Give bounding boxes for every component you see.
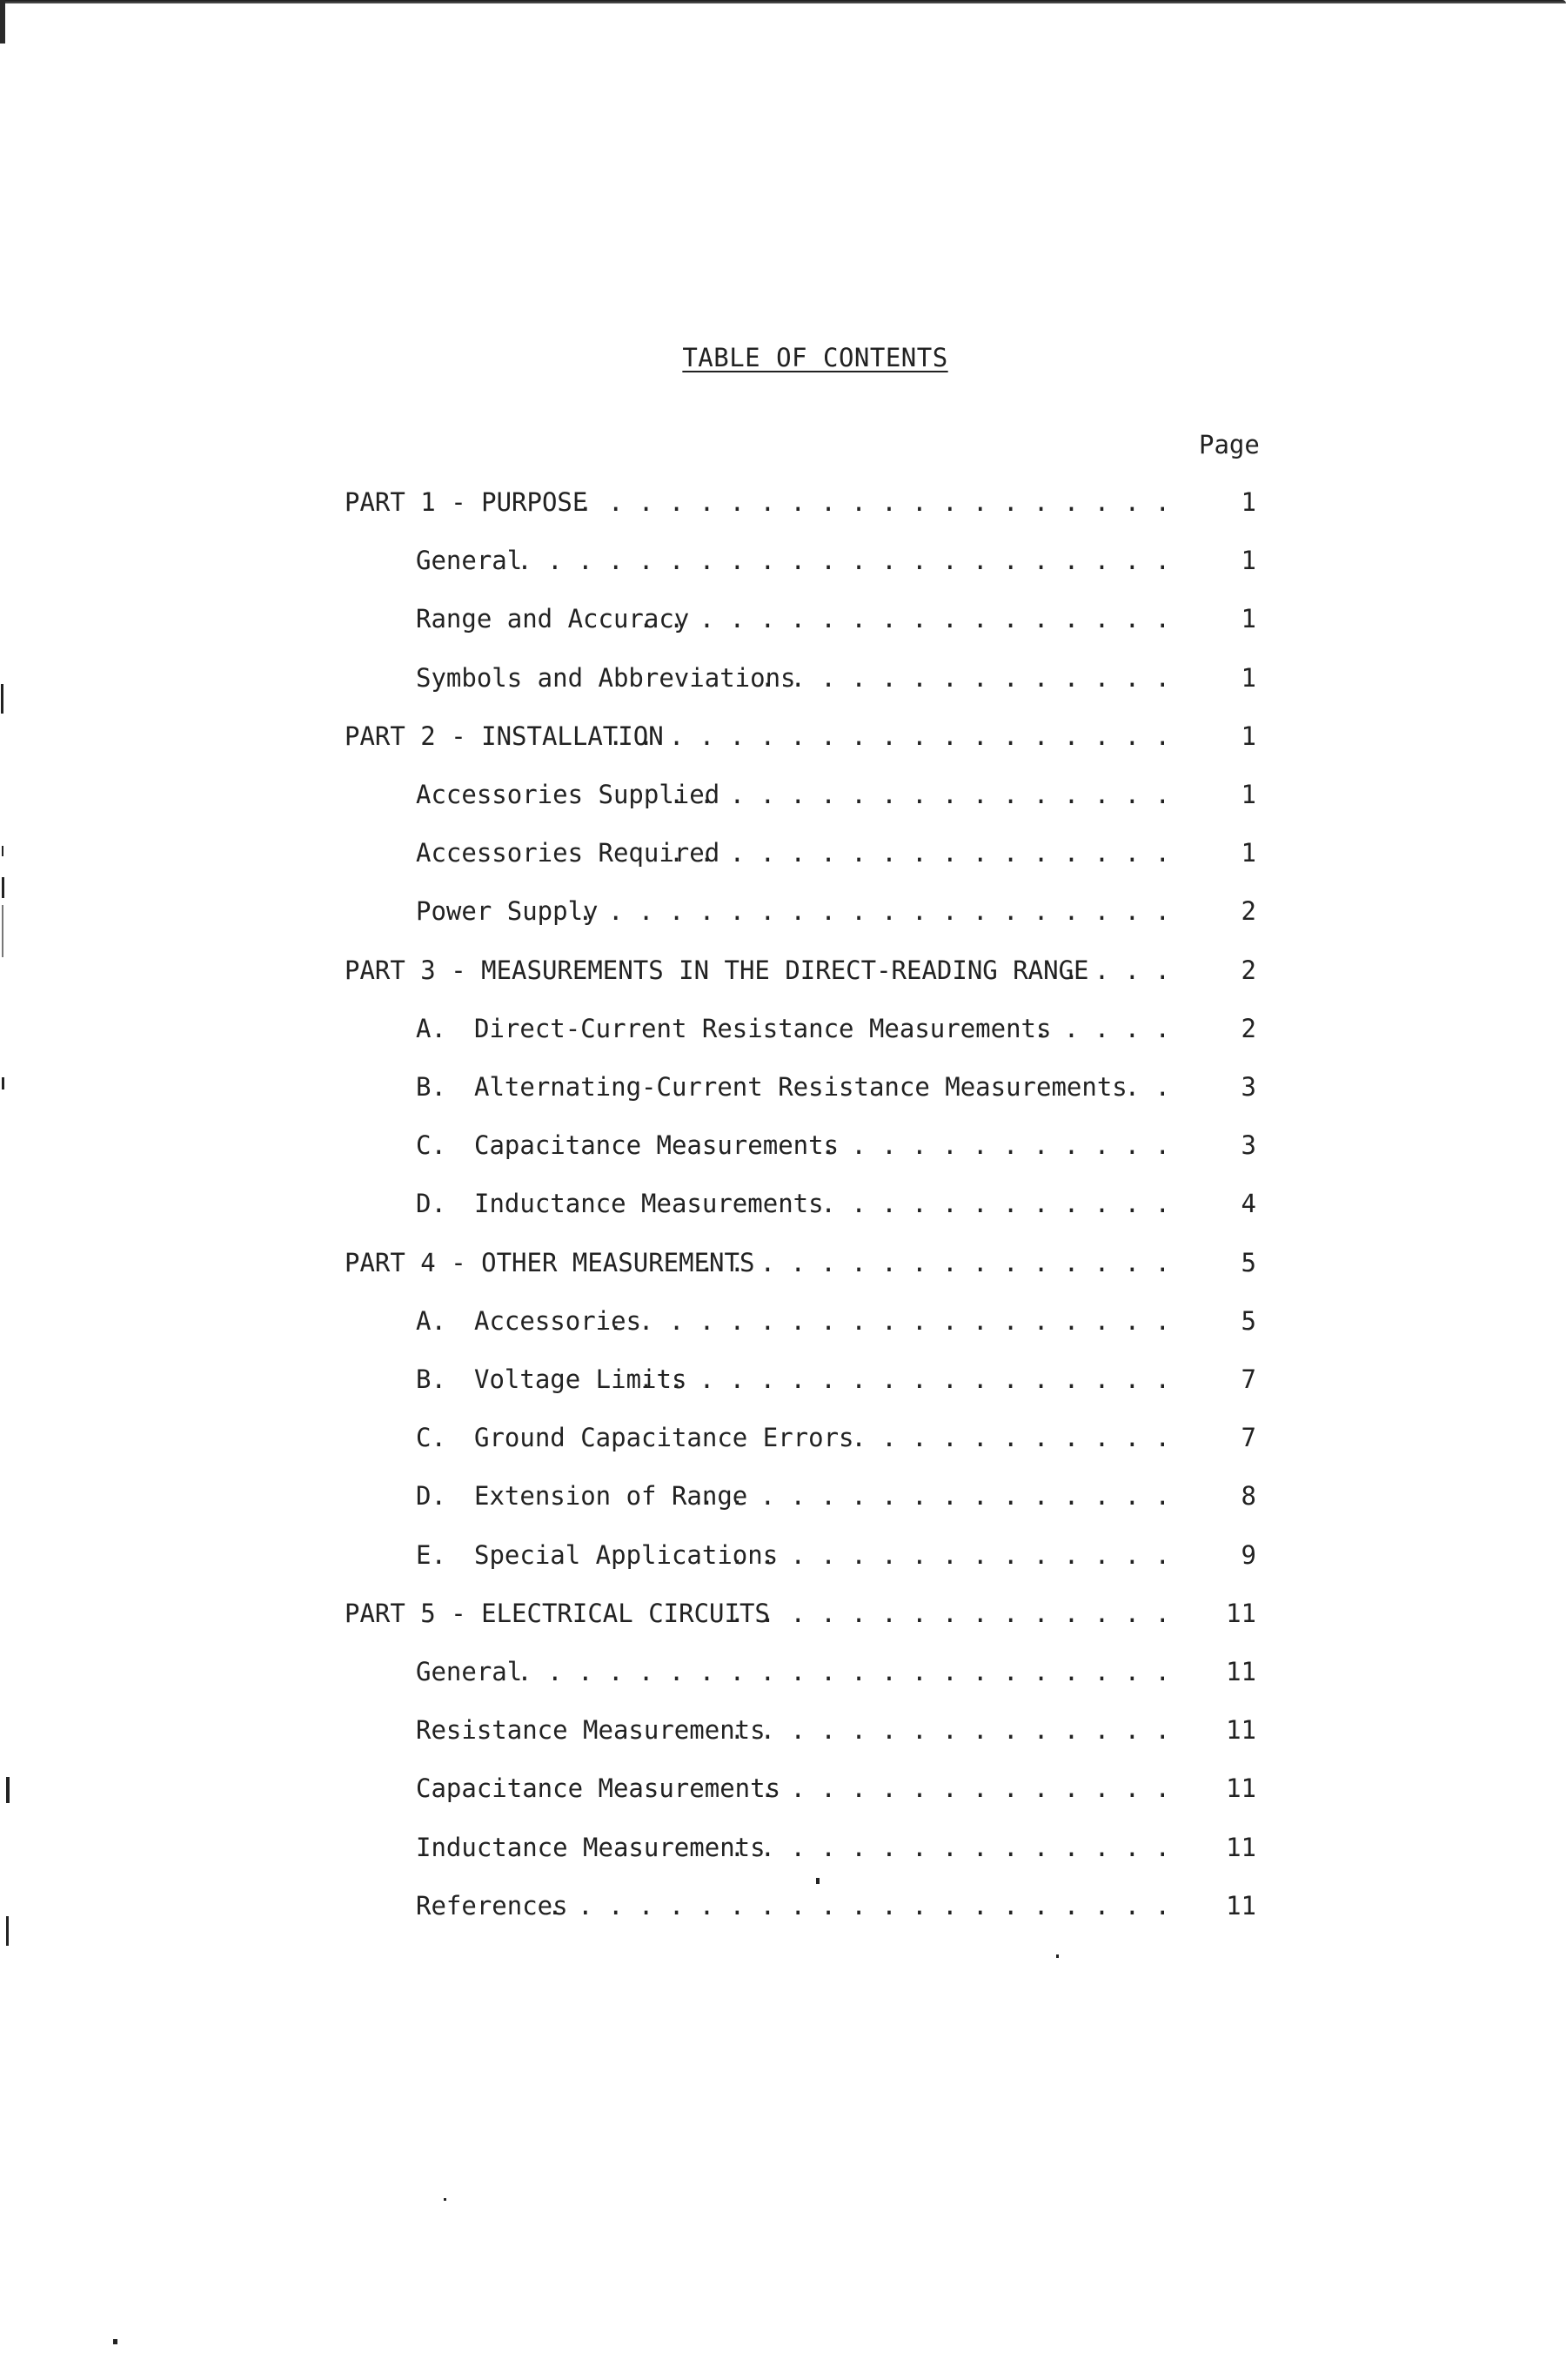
toc-entry-page-number: 1 bbox=[1241, 663, 1256, 693]
toc-entry bbox=[0, 604, 1566, 639]
toc-entry-page-number: 5 bbox=[1241, 1306, 1256, 1336]
toc-entry-page-number: 11 bbox=[1226, 1833, 1256, 1862]
toc-entry-leader: . . . . . . . . . . . . . . . bbox=[729, 1715, 1170, 1745]
toc-entry-leader: . . . . . . . . . . . . . . bbox=[760, 1773, 1170, 1803]
toc-entry-leader: . . . . . . . . . . . . bbox=[820, 1130, 1170, 1160]
toc-entry-page-number: 5 bbox=[1241, 1248, 1256, 1277]
toc-entry-prefix: B. bbox=[416, 1364, 446, 1394]
toc-entry-prefix: D. bbox=[416, 1481, 446, 1511]
toc-entry-leader: . . . . . . . . . . . . . . . . . . . . bbox=[578, 487, 1170, 517]
toc-entry-label: Accessories Required bbox=[416, 838, 720, 868]
toc-entry-page-number: 11 bbox=[1226, 1715, 1256, 1745]
toc-entry-page-number: 2 bbox=[1241, 955, 1256, 985]
toc-entry bbox=[0, 896, 1566, 931]
toc-entry-label: References bbox=[416, 1891, 568, 1921]
toc-entry bbox=[0, 1248, 1566, 1283]
toc-entry bbox=[0, 487, 1566, 522]
toc-entry bbox=[0, 1014, 1566, 1049]
toc-entry-leader: . . . . . bbox=[1033, 1014, 1170, 1043]
toc-entry bbox=[0, 1891, 1566, 1926]
toc-entry-label: PART 2 - INSTALLATION bbox=[345, 721, 664, 751]
toc-entry-page-number: 1 bbox=[1241, 487, 1256, 517]
toc-entry-page-number: 3 bbox=[1241, 1072, 1256, 1102]
toc-entry bbox=[0, 1715, 1566, 1750]
page-column-header: Page bbox=[1199, 430, 1260, 459]
toc-entry bbox=[0, 1773, 1566, 1808]
toc-entry-page-number: 8 bbox=[1241, 1481, 1256, 1511]
toc-entry-leader: . . . . . . . . . . . . . . . . . . . . bbox=[578, 896, 1170, 926]
scan-mark bbox=[816, 1878, 820, 1884]
toc-entry-page-number: 1 bbox=[1241, 721, 1256, 751]
toc-entry-leader: . . . . . . . . . . . . . . . bbox=[729, 1833, 1170, 1862]
toc-entry bbox=[0, 721, 1566, 756]
toc-entry-prefix: A. bbox=[416, 1014, 446, 1043]
toc-entry-label: Ground Capacitance Errors bbox=[474, 1423, 854, 1452]
toc-entry bbox=[0, 1657, 1566, 1692]
toc-entry-leader: . . . . . . . . . . . . bbox=[820, 1189, 1170, 1218]
toc-entry-page-number: 4 bbox=[1241, 1189, 1256, 1218]
toc-entry-leader: . . . . . . . . . . . . . . . bbox=[729, 1599, 1170, 1628]
toc-entry-leader: . . . . . . . . . . . . . . . . . . . bbox=[607, 721, 1170, 751]
toc-entry-page-number: 11 bbox=[1226, 1891, 1256, 1921]
toc-entry-leader: . . . . . . . . . . . . . . . . . . . . . bbox=[547, 1891, 1170, 1921]
toc-entry-label: Voltage Limits bbox=[474, 1364, 687, 1394]
toc-entry-leader: . . . . . . . . . . . . . . bbox=[760, 663, 1170, 693]
toc-entry-page-number: 1 bbox=[1241, 780, 1256, 809]
toc-entry-label: General bbox=[416, 546, 523, 575]
toc-entry-page-number: 11 bbox=[1226, 1657, 1256, 1686]
page-title: TABLE OF CONTENTS bbox=[682, 343, 948, 372]
toc-entry bbox=[0, 1599, 1566, 1633]
toc-entry-leader: . . . . . . . . . . . . . . . . bbox=[699, 1248, 1170, 1277]
toc-entry-prefix: C. bbox=[416, 1423, 446, 1452]
toc-entry bbox=[0, 1130, 1566, 1165]
toc-entry-page-number: 1 bbox=[1241, 604, 1256, 634]
toc-entry bbox=[0, 780, 1566, 815]
toc-entry-leader: . . . . . . . . . . . bbox=[851, 1423, 1170, 1452]
toc-entry bbox=[0, 1189, 1566, 1224]
toc-entry bbox=[0, 663, 1566, 698]
toc-entry-leader: . . . . . . . . . . . . . . . . bbox=[699, 1481, 1170, 1511]
toc-entry-prefix: D. bbox=[416, 1189, 446, 1218]
toc-entry-label: Accessories Supplied bbox=[416, 780, 720, 809]
scan-mark bbox=[1056, 1954, 1059, 1958]
toc-entry bbox=[0, 955, 1566, 990]
toc-entry-page-number: 9 bbox=[1241, 1540, 1256, 1570]
toc-entry-page-number: 7 bbox=[1241, 1423, 1256, 1452]
toc-entry-leader: . . . . . . . . . . . . . . . . . . bbox=[638, 1364, 1170, 1394]
toc-entry-leader: . . . . . . . . . . . . . . . bbox=[729, 1540, 1170, 1570]
toc-entry bbox=[0, 1364, 1566, 1399]
toc-entry-label: PART 5 - ELECTRICAL CIRCUITS bbox=[345, 1599, 770, 1628]
scan-mark bbox=[444, 2198, 446, 2201]
toc-entry-label: Resistance Measurements bbox=[416, 1715, 766, 1745]
toc-entry-label: Symbols and Abbreviations bbox=[416, 663, 796, 693]
toc-entry-label: Special Applications bbox=[474, 1540, 779, 1570]
toc-entry-leader: . . . . bbox=[1063, 955, 1170, 985]
toc-entry-label: Inductance Measurements bbox=[474, 1189, 824, 1218]
toc-entry-label: Capacitance Measurements bbox=[416, 1773, 781, 1803]
toc-entry bbox=[0, 1540, 1566, 1575]
toc-entry-page-number: 11 bbox=[1226, 1599, 1256, 1628]
toc-entry-label: PART 4 - OTHER MEASUREMENTS bbox=[345, 1248, 755, 1277]
toc-entry-page-number: 2 bbox=[1241, 896, 1256, 926]
toc-entry bbox=[0, 1833, 1566, 1867]
toc-entry-page-number: 7 bbox=[1241, 1364, 1256, 1394]
toc-entry-leader: . . . . . . . . . . . . . . . . . . bbox=[638, 604, 1170, 634]
toc-entry-page-number: 3 bbox=[1241, 1130, 1256, 1160]
toc-entry bbox=[0, 1072, 1566, 1107]
scan-mark bbox=[113, 2339, 117, 2344]
toc-entry-prefix: A. bbox=[416, 1306, 446, 1336]
toc-entry-label: Inductance Measurements bbox=[416, 1833, 766, 1862]
toc-entry-leader: . . bbox=[1124, 1072, 1170, 1102]
toc-entry-leader: . . . . . . . . . . . . . . . . . bbox=[668, 780, 1170, 809]
toc-entry-label: Power Supply bbox=[416, 896, 599, 926]
toc-entry-page-number: 1 bbox=[1241, 838, 1256, 868]
toc-entry-label: Capacitance Measurements bbox=[474, 1130, 840, 1160]
toc-entry-label: PART 3 - MEASUREMENTS IN THE DIRECT-READING RANGE bbox=[345, 955, 1089, 985]
toc-entry-label: Alternating-Current Resistance Measurements bbox=[474, 1072, 1128, 1102]
toc-entry-leader: . . . . . . . . . . . . . . . . . . . bbox=[607, 1306, 1170, 1336]
toc-entry-prefix: C. bbox=[416, 1130, 446, 1160]
toc-entry-label: Range and Accuracy bbox=[416, 604, 690, 634]
toc-entry-prefix: B. bbox=[416, 1072, 446, 1102]
toc-entry-leader: . . . . . . . . . . . . . . . . . . . . . . bbox=[517, 1657, 1170, 1686]
toc-entry bbox=[0, 1306, 1566, 1341]
toc-entry-page-number: 2 bbox=[1241, 1014, 1256, 1043]
toc-entry-leader: . . . . . . . . . . . . . . . . . . . . . . bbox=[517, 546, 1170, 575]
toc-entry-label: Accessories bbox=[474, 1306, 642, 1336]
toc-entry bbox=[0, 546, 1566, 580]
scan-mark bbox=[2, 877, 4, 898]
toc-entry-leader: . . . . . . . . . . . . . . . . . bbox=[668, 838, 1170, 868]
toc-entry-prefix: E. bbox=[416, 1540, 446, 1570]
toc-entry-label: General bbox=[416, 1657, 523, 1686]
toc-entry-page-number: 1 bbox=[1241, 546, 1256, 575]
toc-entry-label: PART 1 - PURPOSE bbox=[345, 487, 588, 517]
toc-entry-label: Extension of Range bbox=[474, 1481, 748, 1511]
toc-entry-page-number: 11 bbox=[1226, 1773, 1256, 1803]
toc-entry-label: Direct-Current Resistance Measurements bbox=[474, 1014, 1052, 1043]
scan-edge-left bbox=[0, 0, 5, 44]
toc-entry bbox=[0, 838, 1566, 873]
scan-edge-top bbox=[0, 0, 1566, 3]
toc-entry bbox=[0, 1423, 1566, 1458]
toc-entry bbox=[0, 1481, 1566, 1516]
